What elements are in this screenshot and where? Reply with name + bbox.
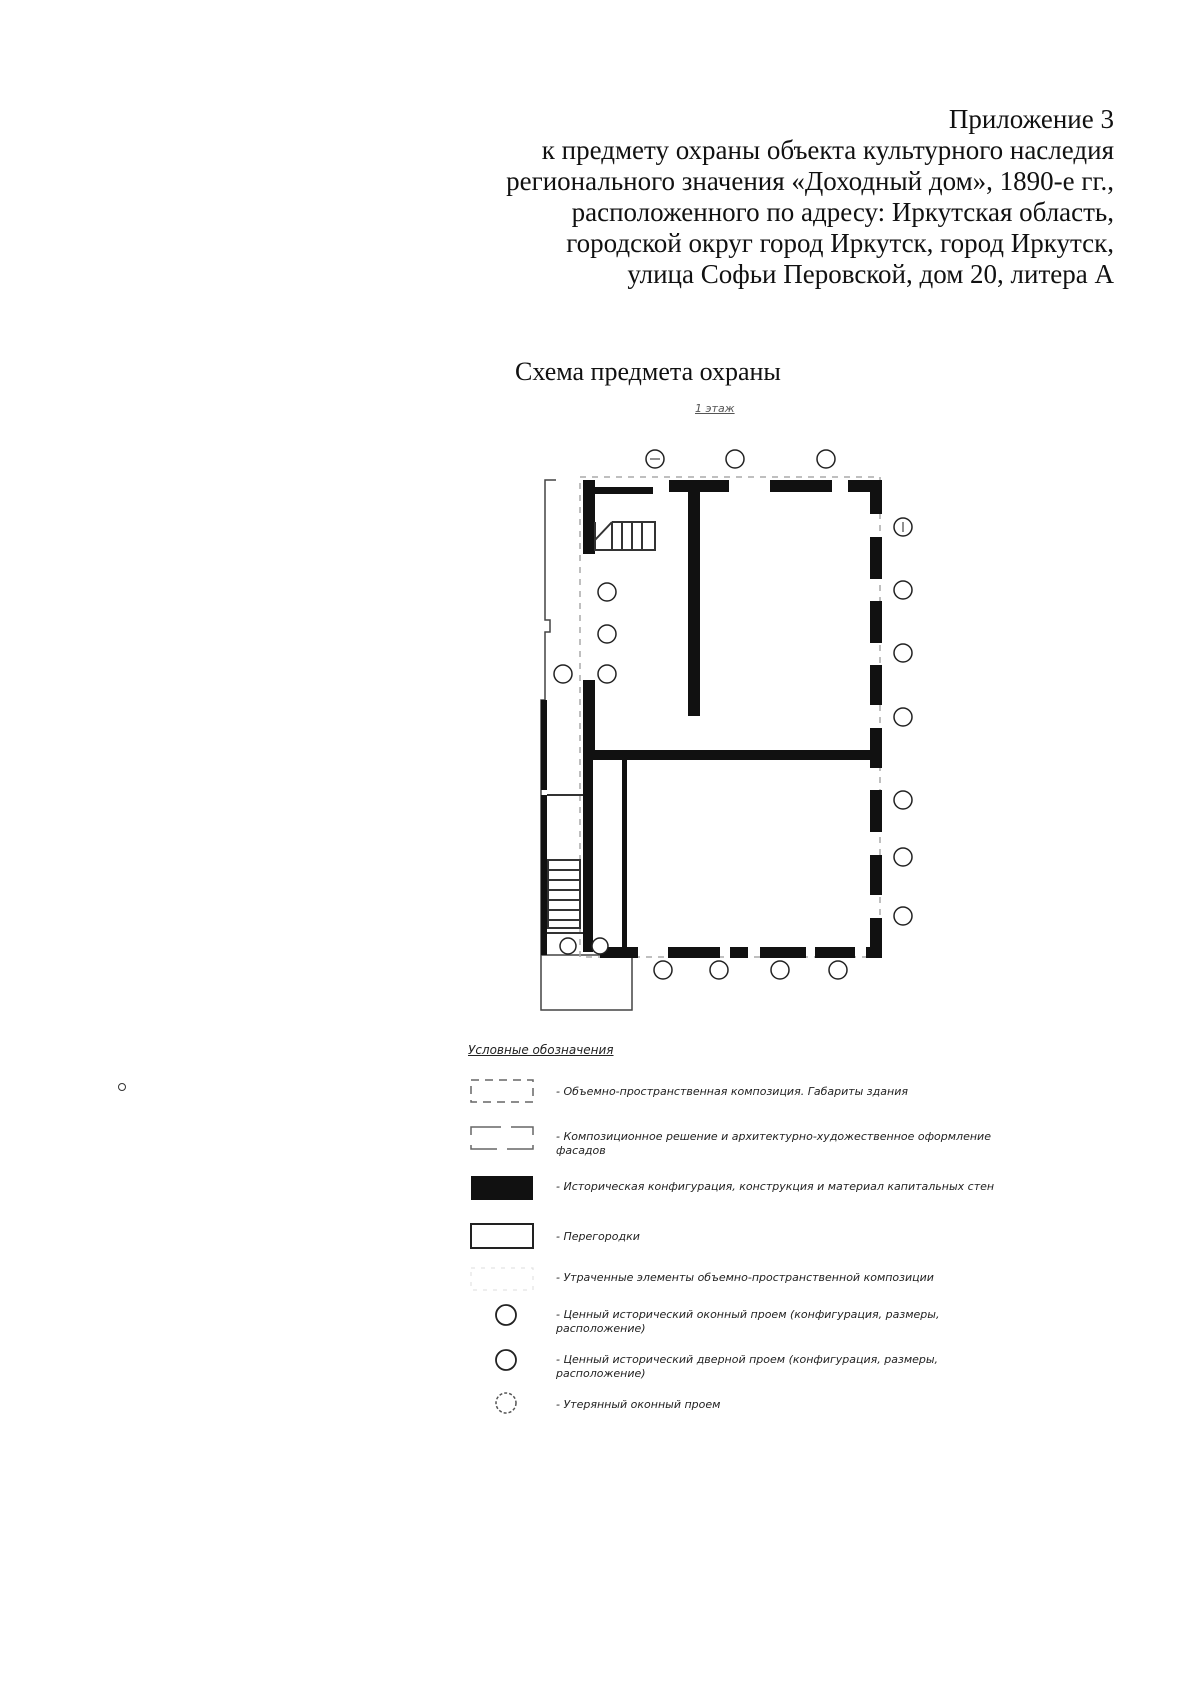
partitions: [547, 795, 583, 933]
door-opening-icon: [554, 665, 572, 683]
staircase-upper: [595, 522, 655, 550]
window-opening-icon: [894, 907, 912, 925]
legend-item: - Перегородки: [556, 1230, 640, 1243]
door-opening-icon: [598, 583, 616, 601]
floor-label: 1 этаж: [695, 402, 735, 415]
window-opening-icon: [654, 961, 672, 979]
legend-symbols: [471, 1080, 533, 1413]
window-opening-icon: [894, 644, 912, 662]
legend-item: - Объемно-пространственная композиция. Габариты здания: [556, 1085, 908, 1098]
legend-item: - Историческая конфигурация, конструкция и материал капитальных стен: [556, 1180, 995, 1193]
header-line: Приложение 3: [948, 104, 1114, 134]
window-opening-icon: [894, 708, 912, 726]
door-opening-icon: [592, 938, 608, 954]
window-openings: [554, 450, 912, 979]
header-line: улица Софьи Перовской, дом 20, литера А: [627, 259, 1114, 289]
window-symbol-marks: [650, 459, 903, 532]
staircase-lower: [548, 860, 580, 928]
door-legend-icon: [496, 1350, 516, 1370]
header-line: к предмету охраны объекта культурного наследия: [541, 135, 1114, 165]
legend-faint-box: [471, 1268, 533, 1290]
window-opening-icon: [894, 581, 912, 599]
door-opening-icon: [560, 938, 576, 954]
header-line: городской округ город Иркутск, город Иркутск,: [566, 228, 1114, 258]
legend-black-box: [471, 1176, 533, 1200]
header-line: регионального значения «Доходный дом», 1890-е гг.,: [506, 166, 1114, 196]
window-opening-icon: [598, 625, 616, 643]
legend-outline-box: [471, 1224, 533, 1248]
header-line: расположенного по адресу: Иркутская область,: [571, 197, 1114, 227]
legend-item: - Композиционное решение и архитектурно-художественное оформление фасадов: [556, 1130, 991, 1157]
lost-window-legend-icon: [496, 1393, 516, 1413]
legend-item: - Ценный исторический оконный проем (конфигурация, размеры, расположение): [556, 1308, 940, 1335]
schema-title: Схема предмета охраны: [515, 357, 781, 386]
window-opening-icon: [726, 450, 744, 468]
legend-item: - Утерянный оконный проем: [556, 1398, 721, 1411]
legend-dashed-box: [471, 1080, 533, 1102]
scan-speck: [118, 1083, 126, 1091]
window-opening-icon: [710, 961, 728, 979]
window-legend-icon: [496, 1305, 516, 1325]
capital-walls: [541, 480, 882, 958]
legend-item: - Ценный исторический дверной проем (конфигурация, размеры, расположение): [556, 1353, 939, 1380]
legend-item: - Утраченные элементы объемно-пространственной композиции: [556, 1271, 934, 1284]
legend-title: Условные обозначения: [468, 1043, 614, 1057]
window-opening-icon: [894, 848, 912, 866]
window-opening-icon: [771, 961, 789, 979]
window-opening-icon: [894, 791, 912, 809]
legend-light-box: [471, 1127, 533, 1149]
window-opening-icon: [817, 450, 835, 468]
window-opening-icon: [598, 665, 616, 683]
window-opening-icon: [829, 961, 847, 979]
